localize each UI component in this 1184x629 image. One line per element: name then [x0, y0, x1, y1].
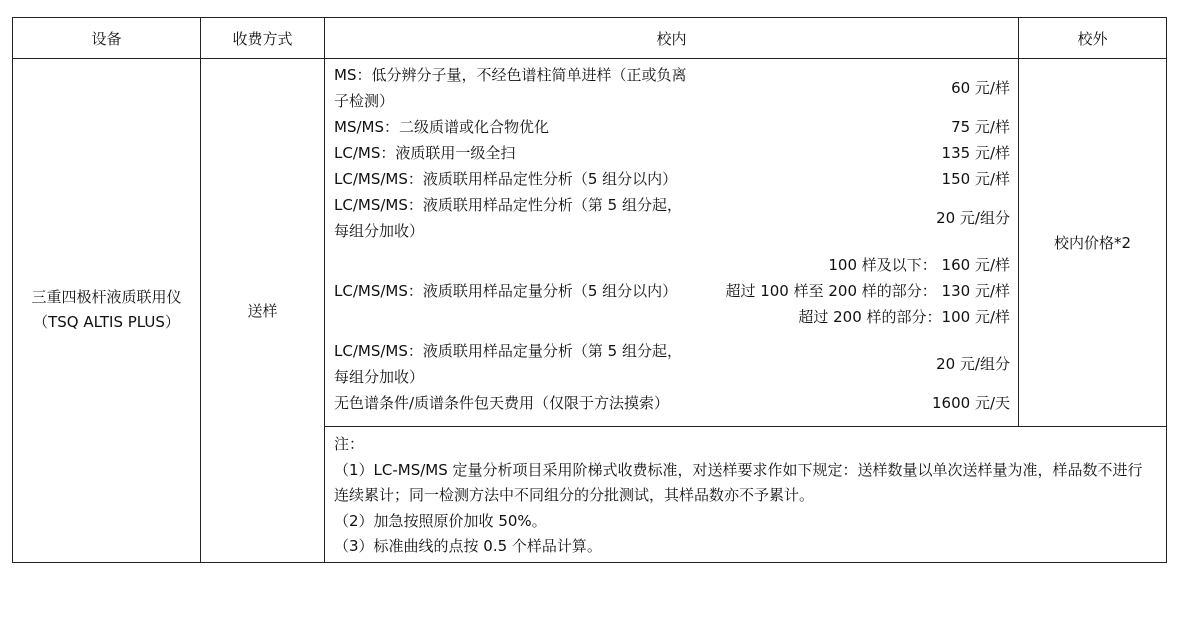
item-price: 135 元/样: [941, 144, 1010, 162]
item-desc: MS：低分辨分子量，不经色谱柱简单进样（正或负离子检测）: [334, 66, 687, 110]
device-model: （TSQ ALTIS PLUS）: [33, 313, 180, 332]
notes-title: 注：: [334, 435, 365, 453]
list-item: [334, 62, 1010, 114]
header-method: 收费方式: [201, 18, 325, 59]
outside-price-cell: 校内价格*2: [1019, 59, 1167, 427]
list-item: [334, 192, 1010, 244]
item-desc: LC/MS：液质联用一级全扫: [334, 144, 516, 162]
item-desc: 无色谱条件/质谱条件包天费用（仅限于方法摸索）: [334, 394, 670, 412]
header-outside: 校外: [1019, 18, 1167, 59]
list-item: [334, 166, 1010, 192]
item-price: 60 元/样: [951, 79, 1010, 97]
item-desc: LC/MS/MS：液质联用样品定性分析（第 5 组分起，每组分加收）: [334, 196, 682, 240]
tiered-price: [725, 252, 1010, 330]
list-item: [334, 390, 1010, 416]
item-desc: LC/MS/MS：液质联用样品定量分析（5 组分以内）: [334, 282, 678, 300]
header-inside: 校内: [325, 18, 1019, 59]
price-tier: 100 样及以下： 160 元/样: [828, 256, 1010, 274]
items-cell: [325, 59, 1019, 427]
list-item: [334, 114, 1010, 140]
list-item: [334, 338, 1010, 390]
item-desc: MS/MS：二级质谱或化合物优化: [334, 118, 549, 136]
method-cell: 送样: [201, 59, 325, 563]
item-price: 20 元/组分: [936, 209, 1010, 227]
device-name: 三重四极杆液质联用仪: [31, 288, 182, 307]
header-row: [13, 18, 1167, 59]
notes: [325, 427, 1166, 562]
list-item: [334, 140, 1010, 166]
header-device: 设备: [13, 18, 201, 59]
price-row: [13, 59, 1167, 427]
item-price: 150 元/样: [941, 170, 1010, 188]
note-line: （1）LC-MS/MS 定量分析项目采用阶梯式收费标准，对送样要求作如下规定：送样数量以单次送样量为准，样品数不进行连续累计；同一检测方法中不同组分的分批测试，其样品数亦不予累计。: [334, 460, 1143, 504]
item-price: 20 元/组分: [936, 355, 1010, 373]
note-line: （2）加急按照原价加收 50%。: [334, 511, 547, 530]
price-list: [325, 59, 1018, 426]
item-desc: LC/MS/MS：液质联用样品定量分析（第 5 组分起，每组分加收）: [334, 342, 682, 386]
device-cell: [13, 59, 201, 563]
notes-cell: [325, 427, 1167, 563]
price-tier: 超过 100 样至 200 样的部分： 130 元/样: [725, 282, 1010, 300]
note-line: （3）标准曲线的点按 0.5 个样品计算。: [334, 537, 602, 555]
item-desc: LC/MS/MS：液质联用样品定性分析（5 组分以内）: [334, 170, 678, 188]
item-price: 1600 元/天: [932, 394, 1010, 412]
list-item: [334, 252, 1010, 330]
item-price: 75 元/样: [951, 118, 1010, 136]
fee-table-container: [12, 17, 1166, 609]
fee-table: [12, 17, 1167, 563]
price-tier: 超过 200 样的部分：100 元/样: [798, 308, 1010, 326]
